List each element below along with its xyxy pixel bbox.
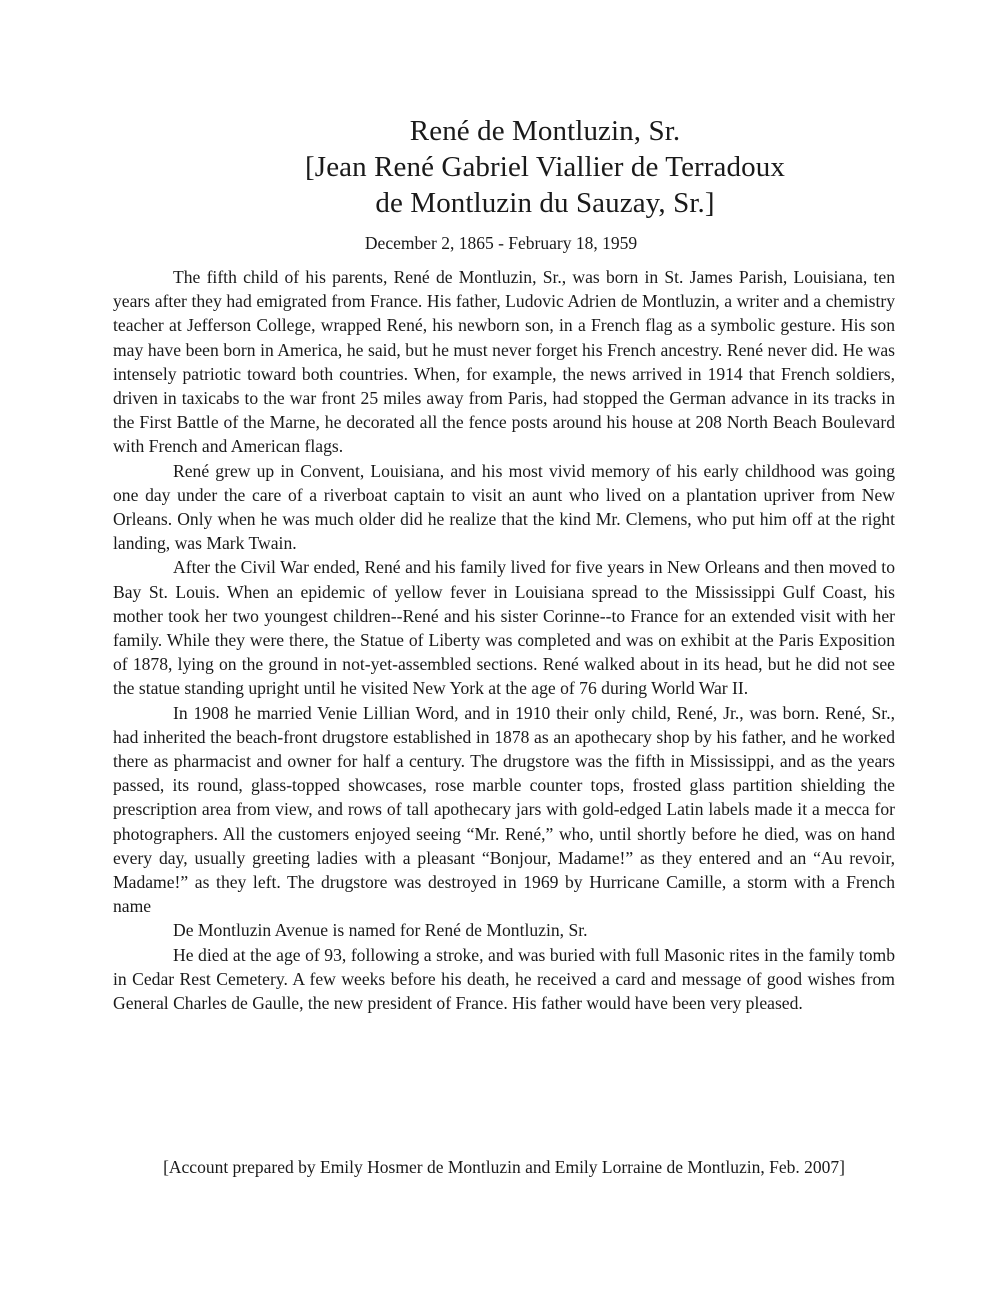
paragraph-5: De Montluzin Avenue is named for René de Montluzin, Sr. — [173, 920, 588, 941]
paragraph-2: René grew up in Convent, Louisiana, and his most vivid memory of his early childhood was going one day under the care of a riverboat captain to visit an aunt who lived on a plantation upriver from New Orleans. Only when he was much older did he realize that the kind Mr. Clemens, who put him off at the right landing, was Mark Twain. — [113, 460, 895, 554]
title-line-3: de Montluzin du Sauzay, Sr.] — [375, 187, 715, 219]
title-line-1: René de Montluzin, Sr. — [409, 115, 681, 147]
paragraph-1: The fifth child of his parents, René de Montluzin, Sr., was born in St. James Parish, Louisiana, ten years after they had emigrated from France. His father, Ludovic Adrien de Montluzin, a writer and a chemistry teacher at Jefferson College, wrapped René, his newborn son, in a French flag as a symbolic gesture. His son may have been born in America, he said, but he must never forget his French ancestry. René never did. He was intensely patriotic toward both countries. When, for example, the news arrived in 1914 that French soldiers, driven in taxicabs to the war front 25 miles away from Paris, had stopped the German advance in its tracks in the First Battle of the Marne, he decorated all the fence posts around his house at 208 North Beach Boulevard with French and American flags. — [113, 267, 895, 457]
paragraph-4: In 1908 he married Venie Lillian Word, and in 1910 their only child, René, Jr., was born. René, Sr., had inherited the beach-front drugstore established in 1878 as an apothecary shop by his father, and he worked there as pharmacist and owner for half a century. The drugstore was the fifth in Mississippi, and as the years passed, its round, glass-topped showcases, rose marble counter tops, frosted glass partition shielding the prescription area from view, and rows of tall apothecary jars with gold-edged Latin labels made it a mecca for photographers. All the customers enjoyed seeing “Mr. René,” who, until shortly before he died, was on hand every day, usually greeting ladies with a pleasant “Bonjour, Madame!” as they entered and an “Au revoir, Madame!” as they left. The drugstore was destroyed in 1969 by Hurricane Camille, a storm with a French name — [113, 702, 895, 917]
attribution-note: [Account prepared by Emily Hosmer de Montluzin and Emily Lorraine de Montluzin, Feb. 2007] — [163, 1157, 845, 1177]
paragraph-3: After the Civil War ended, René and his family lived for five years in New Orleans and then moved to Bay St. Louis. When an epidemic of yellow fever in Louisiana spread to the Mississippi Gulf Coast, his mother took her two youngest children--René and his sister Corinne--to France for an extended visit with her family. While they were there, the Statue of Liberty was completed and was on exhibit at the Paris Exposition of 1878, lying on the ground in not-yet-assembled sections. René walked about in its head, but he did not see the statue standing upright until he visited New York at the age of 76 during World War II. — [113, 557, 895, 699]
paragraph-6: He died at the age of 93, following a stroke, and was buried with full Masonic rites in the family tomb in Cedar Rest Cemetery. A few weeks before his death, he received a card and message of good wishes from General Charles de Gaulle, the new president of France. His father would have been very pleased. — [113, 944, 895, 1014]
title-line-2: [Jean René Gabriel Viallier de Terradoux — [305, 151, 785, 183]
document-title — [0, 113, 992, 221]
life-dates: December 2, 1865 - February 18, 1959 — [364, 233, 638, 253]
document-body — [113, 265, 895, 1015]
